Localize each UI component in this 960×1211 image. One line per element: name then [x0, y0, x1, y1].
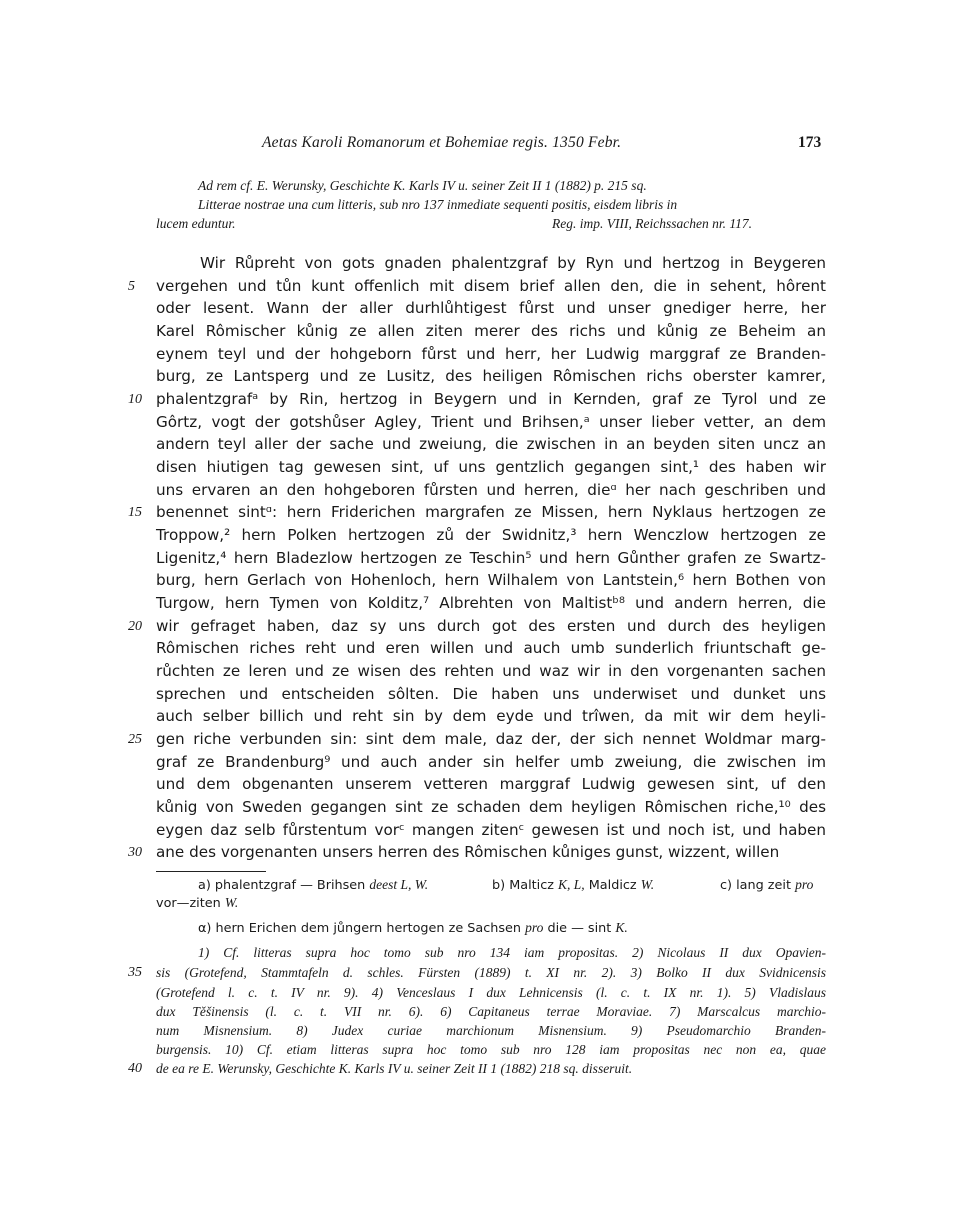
- note-line: dux Těšinensis (l. c. t. VII nr. 6). 6) Capitaneus terrae Moraviae. 7) Marscalcus marchio-: [156, 1004, 826, 1019]
- intro-line-2: Litterae nostrae una cum litteris, sub nro 137 inmediate sequenti positis, eisdem libris in: [198, 197, 678, 212]
- running-header-title: Aetas Karoli Romanorum et Bohemiae regis. 1350 Febr.: [262, 134, 622, 151]
- text-line: Karel Rômischer kůnig ze allen ziten merer des richs und kůnig ze Beheim an: [156, 322, 826, 340]
- text-line: uns ervaren an den hohgeboren fůrsten und herren, dieᵅ her nach geschriben und: [156, 481, 826, 499]
- text-line: burg, ze Lantsperg und ze Lusitz, des heiligen Rômischen richs oberster kamrer,: [156, 367, 826, 385]
- text-line: graf ze Brandenburg⁹ und auch ander sin helfer umb zweiung, die zwischen im: [156, 753, 826, 771]
- intro-line-1: Ad rem cf. E. Werunsky, Geschichte K. Karls IV u. seiner Zeit II 1 (1882) p. 215 sq.: [198, 178, 647, 193]
- footnote-divider: [156, 871, 266, 872]
- text-line: wir gefraget haben, daz sy uns durch got des ersten und durch des heyligen: [156, 617, 826, 635]
- note-line: (Grotefend l. c. t. IV nr. 9). 4) Venceslaus I dux Lehnicensis (l. c. t. IX nr. 1). 5) Vladislaus: [156, 985, 826, 1000]
- variant-note-c: c) lang zeit pro: [720, 877, 814, 893]
- text-line: Troppow,² hern Polken hertzogen zů der Swidnitz,³ hern Wenczlow hertzogen ze: [156, 526, 826, 544]
- text-line: eygen daz selb fůrstentum vorᶜ mangen zitenᶜ gewesen ist und noch ist, und haben: [156, 821, 826, 839]
- text-line: ane des vorgenanten unsers herren des Rômischen kůniges gunst, wizzent, willen: [156, 843, 780, 861]
- text-line: sprechen und entscheiden sôlten. Die haben uns underwiset und dunket uns: [156, 685, 826, 703]
- intro-line-3: lucem eduntur.: [156, 216, 236, 231]
- line-number: 30: [128, 845, 142, 860]
- text-line: Turgow, hern Tymen von Kolditz,⁷ Albrehten von Maltistᵇ⁸ und andern herren, die: [156, 594, 826, 612]
- text-line: růchten ze leren und ze wisen des rehten und waz wir in den vorgenanten sachen: [156, 662, 826, 680]
- line-number: 15: [128, 505, 142, 520]
- variant-note-alpha: α) hern Erichen dem jůngern hertogen ze Sachsen pro die — sint K.: [198, 920, 628, 936]
- text-line: Rômischen riches reht und eren willen und auch umb sunderlich friuntschaft ge-: [156, 639, 826, 657]
- note-line: de ea re E. Werunsky, Geschichte K. Karls IV u. seiner Zeit II 1 (1882) 218 sq. disseruit.: [156, 1061, 633, 1076]
- note-line: 1) Cf. litteras supra hoc tomo sub nro 134 iam propositas. 2) Nicolaus II dux Opavien-: [198, 945, 826, 960]
- line-number: 25: [128, 732, 142, 747]
- text-line: andern teyl aller der sache und zweiung, die zwischen in an beyden siten uncz an: [156, 435, 826, 453]
- text-line: auch selber billich und reht sin by dem eyde und trîwen, da mit wir dem heyli-: [156, 707, 826, 725]
- note-line: sis (Grotefend, Stammtafeln d. schles. Fürsten (1889) t. XI nr. 2). 3) Bolko II dux Svidnicensis: [156, 965, 826, 980]
- line-number: 35: [128, 965, 142, 980]
- line-number: 5: [128, 279, 135, 294]
- text-line: benennet sintᵅ: hern Friderichen margrafen ze Missen, hern Nyklaus hertzogen ze: [156, 503, 826, 521]
- line-number: 10: [128, 392, 142, 407]
- text-line: phalentzgrafᵃ by Rin, hertzog in Beygern und in Kernden, graf ze Tyrol und ze: [156, 390, 826, 408]
- text-line: Wir Růpreht von gots gnaden phalentzgraf by Ryn und hertzog in Beygeren: [200, 254, 826, 272]
- text-line: Gôrtz, vogt der gotshůser Agley, Trient und Brihsen,ᵃ unser lieber vetter, an dem: [156, 413, 826, 431]
- text-line: und dem obgenanten unserem vetteren marggraf Ludwig gewesen sint, uf den: [156, 775, 826, 793]
- variant-note-c-cont: vor—ziten W.: [156, 895, 239, 911]
- note-line: num Misnensium. 8) Judex curiae marchionum Misnensium. 9) Pseudomarchio Branden-: [156, 1023, 826, 1038]
- text-line: gen riche verbunden sin: sint dem male, daz der, der sich nennet Woldmar marg-: [156, 730, 826, 748]
- text-line: burg, hern Gerlach von Hohenloch, hern Wilhalem von Lantstein,⁶ hern Bothen von: [156, 571, 826, 589]
- text-line: disen hiutigen tag gewesen sint, uf uns gentzlich gegangen sint,¹ des haben wir: [156, 458, 826, 476]
- variant-note-a: a) phalentzgraf — Brihsen deest L, W.: [198, 877, 429, 893]
- page-number: 173: [798, 134, 822, 151]
- text-line: Ligenitz,⁴ hern Bladezlow hertzogen ze Teschin⁵ und hern Gůnther grafen ze Swartz-: [156, 549, 826, 567]
- note-line: burgensis. 10) Cf. etiam litteras supra hoc tomo sub nro 128 iam propositas nec non ea, quae: [156, 1042, 826, 1057]
- text-line: kůnig von Sweden gegangen sint ze schaden dem heyligen Rômischen riche,¹⁰ des: [156, 798, 826, 816]
- line-number: 40: [128, 1061, 142, 1076]
- intro-reference: Reg. imp. VIII, Reichssachen nr. 117.: [552, 216, 752, 231]
- text-line: oder lesent. Wann der aller durhlůhtigest fůrst und unser gnediger herre, her: [156, 299, 826, 317]
- variant-note-b: b) Malticz K, L, Maldicz W.: [492, 877, 655, 893]
- text-line: eynem teyl und der hohgeborn fůrst und herr, her Ludwig marggraf ze Branden-: [156, 345, 826, 363]
- text-line: vergehen und tůn kunt offenlich mit disem brief allen den, die in sehent, hôrent: [156, 277, 826, 295]
- line-number: 20: [128, 619, 142, 634]
